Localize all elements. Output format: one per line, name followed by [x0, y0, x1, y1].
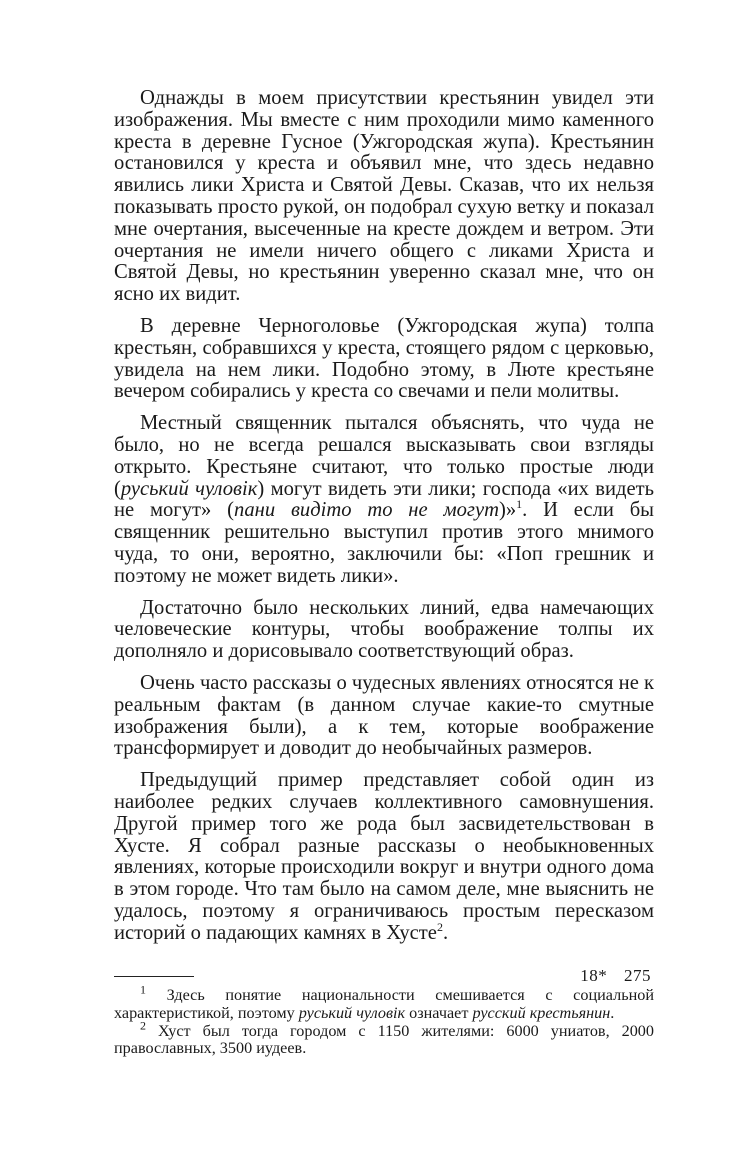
- text-run: Однажды в моем присутствии крестьянин увидел эти изображения. Мы вместе с ним проходили мимо каменного креста в деревне Гусное (Ужгородская жупа). Крестьянин остановился у креста и объявил мне, что здесь недавно явились лики Христа и Святой Девы. Сказав, что их нельзя показывать просто рукой, он подобрал сухую ветку и показал мне очертания, высеченные на кресте дождем и ветром. Эти очертания не имели ничего общего с ликами Христа и Святой Девы, но крестьянин уверенно сказал мне, что он ясно их видит.: [114, 87, 655, 306]
- text-run: .: [610, 1004, 615, 1023]
- footnotes: [114, 983, 654, 1058]
- text-run: Очень часто рассказы о чудесных явлениях относятся не к реальным фактам (в данном случае какие-то смутные изображения были), а к тем, которые воображение трансформирует и доводит до необычайных размеров.: [114, 671, 654, 760]
- italic-phrase: пани видіто то не могут: [234, 499, 499, 522]
- italic-phrase: руський чуловік: [120, 477, 258, 500]
- paragraph: [114, 316, 654, 403]
- paragraph: [114, 598, 654, 663]
- text-run: Предыдущий пример представляет собой один из наиболее редких случаев коллективного самовнушения. Другой пример того же рода был засвидетельствован в Хусте. Я собрал разные рассказы о необыкновенных явлениях, которые происходили вокруг и внутри одного дома в этом городе. Что там было на самом деле, мне выяснить не удалось, поэтому я ограничиваюсь простым пересказом историй о падающих камнях в Хусте: [114, 769, 654, 944]
- text-run: .: [442, 921, 449, 944]
- text-run: означает: [405, 1004, 473, 1023]
- body-text: [114, 88, 654, 944]
- footnote: [114, 1018, 654, 1058]
- text-run: ) могут видеть эти лики; господа «их видеть не могут» (: [114, 477, 654, 522]
- footnote-marker: 1: [516, 497, 523, 512]
- footnote-marker: 2: [140, 1018, 146, 1033]
- text-run: Хуст был тогда городом с 1150 жителями: 6000 униатов, 2000 православных, 3500 иудеев.: [114, 1021, 654, 1058]
- page-number: 275: [624, 966, 651, 985]
- paragraph: [114, 88, 654, 306]
- footnote: [114, 983, 654, 1023]
- paragraph: [114, 770, 654, 944]
- text-run: )»: [498, 499, 517, 522]
- text-run: . И если бы священник решительно выступил против этого мнимого чуда, то они, вероятно, заключили бы: «Поп грешник и поэтому не может видеть лики».: [114, 499, 655, 587]
- text-run: В деревне Черноголовье (Ужгородская жупа) толпа крестьян, собравшихся у креста, стоящего рядом с церковью, увидела на нем лики. Подобно этому, в Люте крестьяне вечером собирались у креста со свечами и пели молитвы.: [114, 314, 654, 403]
- text-run: Достаточно было нескольких линий, едва намечающих человеческие контуры, чтобы воображение толпы их дополняло и дорисовывало соответствующий образ.: [114, 596, 654, 663]
- signature-mark: 18*: [580, 966, 608, 985]
- italic-phrase: русский крестьянин: [472, 1004, 611, 1023]
- text-run: Здесь понятие национальности смешивается с социальной характеристикой, поэтому: [114, 986, 654, 1023]
- book-page: [114, 88, 654, 1058]
- paragraph: [114, 413, 654, 587]
- paragraph: [114, 673, 654, 760]
- page-folio: [0, 966, 651, 986]
- text-run: Местный священник пытался объяснять, что чуда не было, но не всегда решался высказывать свои взгляды открыто. Крестьяне считают, что только простые люди (: [114, 412, 654, 500]
- footnote-marker: 2: [436, 919, 443, 934]
- italic-phrase: руський чуловік: [298, 1004, 406, 1023]
- footnote-marker: 1: [140, 983, 146, 998]
